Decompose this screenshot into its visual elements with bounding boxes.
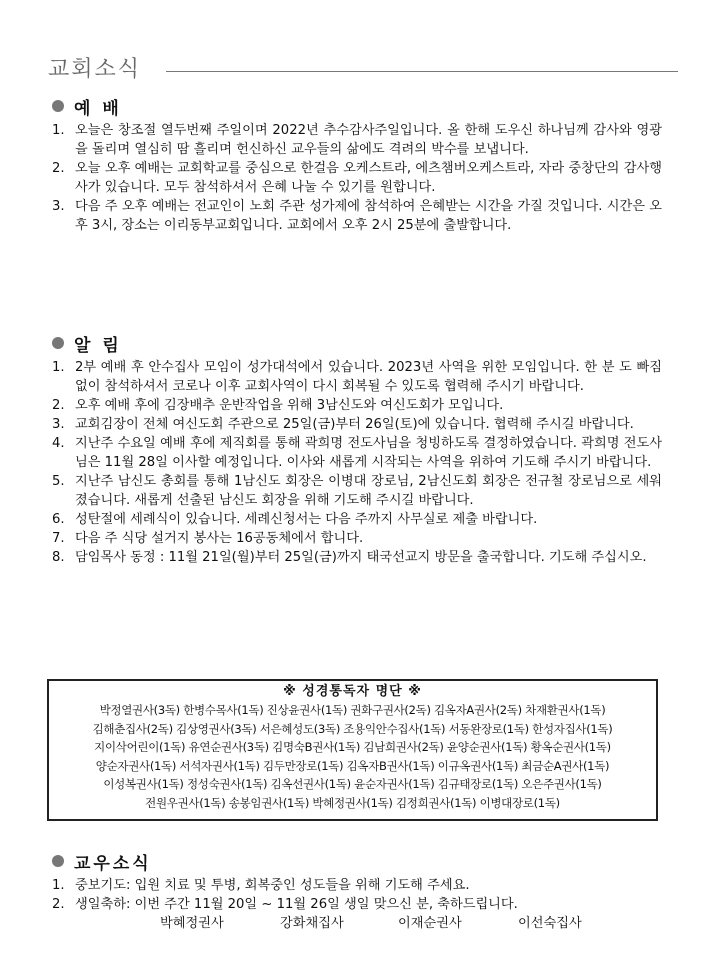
- notices-list: [52, 358, 662, 567]
- reader-line: 박정열권사(3독) 한병수목사(1독) 진상윤권사(1독) 권화구권사(2독) 김옥자A권사(2독) 차재환권사(1독): [99, 703, 606, 717]
- reader-line: 지이삭어린이(1독) 유연순권사(3독) 김명숙B권사(1독) 김남희권사(2독) 윤양순권사(1독) 황옥순권사(1독): [94, 740, 611, 755]
- list-item: [52, 121, 662, 159]
- item-text: 지난주 남신도 총회를 통해 1남신도 회장은 이병대 장로님, 2남신도회 회장은 전규철 장로님으로 세워졌습니다. 새롭게 선출된 남신도 회장을 위해 기도해 주시길 바랍니다.: [75, 474, 662, 508]
- item-number: 2.: [52, 897, 65, 912]
- item-number: 3.: [52, 417, 65, 432]
- bullet-icon: [52, 855, 64, 867]
- birthday-name: 이재순권사: [398, 916, 462, 931]
- notices-heading: [52, 332, 662, 354]
- list-item: [52, 895, 662, 914]
- item-text: 담임목사 동정 : 11월 21일(월)부터 25일(금)까지 태국선교지 방문을 출국합니다. 기도해 주십시오.: [75, 550, 647, 565]
- item-text: 다음 주 식당 설거지 봉사는 16공동체에서 합니다.: [75, 531, 364, 546]
- item-number: 2.: [52, 161, 65, 176]
- item-text: 오후 예배 후에 김장배추 운반작업을 위해 3남신도와 여신도회가 모입니다.: [75, 398, 504, 413]
- bullet-icon: [52, 337, 64, 349]
- list-item: [52, 358, 662, 396]
- item-number: 5.: [52, 474, 65, 489]
- list-item: [52, 876, 662, 895]
- birthday-name: 강화채집사: [280, 916, 344, 931]
- page-title: 교회소식: [48, 57, 142, 82]
- list-item: [52, 434, 662, 472]
- birthday-name: 박혜정권사: [160, 916, 224, 931]
- list-item: [52, 472, 662, 510]
- reader-line: 김해춘집사(2독) 김상영권사(3독) 서은혜성도(3독) 조용익안수집사(1독) 서동완장로(1독) 한성자집사(1독): [92, 721, 613, 736]
- item-text: 성탄절에 세례식이 있습니다. 세례신청서는 다음 주까지 사무실로 제출 바랍니다.: [75, 512, 538, 527]
- birthday-names: [160, 914, 662, 933]
- box-title: ※ 성경통독자 명단 ※: [283, 684, 422, 699]
- members-heading: [52, 850, 662, 872]
- list-item: [52, 548, 662, 567]
- item-text: 지난주 수요일 예배 후에 제직회를 통해 곽희명 전도사님을 청빙하도록 결정하였습니다. 곽희명 전도사님은 11월 28일 이사할 예정입니다. 이사와 새롭게 시작되는 사역을 위하여 기도해 주시기 바랍니다.: [75, 436, 662, 470]
- notices-heading-label: 알 림: [74, 335, 122, 356]
- item-number: 1.: [52, 360, 65, 375]
- item-number: 2.: [52, 398, 65, 413]
- item-text: 교회김장이 전체 여신도회 주관으로 25일(금)부터 26일(토)에 있습니다. 협력해 주시길 바랍니다.: [75, 417, 634, 432]
- item-text: 2부 예배 후 안수집사 모임이 성가대석에서 있습니다. 2023년 사역을 위한 모임입니다. 한 분 도 빠짐없이 참석하셔서 코로나 이후 교회사역이 다시 회복될 수 있도록 협력해 주시기 바랍니다.: [75, 360, 662, 394]
- list-item: [52, 159, 662, 197]
- notices-section: [52, 332, 662, 567]
- list-item: [52, 529, 662, 548]
- worship-heading-label: 예 배: [74, 98, 122, 119]
- item-text: 오늘 오후 예배는 교회학교를 중심으로 한걸음 오케스트라, 에츠챔버오케스트라, 자라 중창단의 감사행사가 있습니다. 모두 참석하셔서 은혜 나눌 수 있기를 원합니다.: [75, 161, 662, 195]
- list-item: [52, 415, 662, 434]
- item-number: 6.: [52, 512, 65, 527]
- members-list: [52, 876, 662, 914]
- item-number: 3.: [52, 199, 65, 214]
- worship-section: [52, 95, 662, 235]
- item-text: 중보기도: 입원 치료 및 투병, 회복중인 성도들을 위해 기도해 주세요.: [75, 878, 470, 893]
- item-text: 생일축하: 이번 주간 11월 20일 ~ 11월 26일 생일 맞으신 분, 축하드립니다.: [75, 897, 518, 912]
- list-item: [52, 396, 662, 415]
- item-number: 7.: [52, 531, 65, 546]
- list-item: [52, 510, 662, 529]
- item-text: 다음 주 오후 예배는 전교인이 노회 주관 성가제에 참석하여 은혜받는 시간을 가질 것입니다. 시간은 오후 3시, 장소는 이리동부교회입니다. 교회에서 오후 2시 25분에 출발합니다.: [75, 199, 662, 233]
- members-section: [52, 850, 662, 933]
- bullet-icon: [52, 100, 64, 112]
- title-divider: [166, 71, 678, 72]
- worship-list: [52, 121, 662, 235]
- item-number: 8.: [52, 550, 65, 565]
- bible-reading-box: [47, 679, 658, 821]
- item-number: 1.: [52, 123, 65, 138]
- item-number: 1.: [52, 878, 65, 893]
- reader-line: 양순자권사(1독) 서석자권사(1독) 김두만장로(1독) 김옥자B권사(1독) 이규옥권사(1독) 최금순A권사(1독): [95, 758, 610, 773]
- worship-heading: [52, 95, 662, 117]
- item-number: 4.: [52, 436, 65, 451]
- list-item: [52, 197, 662, 235]
- birthday-name: 이선숙집사: [518, 916, 582, 931]
- members-heading-label: 교우소식: [74, 853, 152, 874]
- reader-line: 전원우권사(1독) 송봉임권사(1독) 박혜정권사(1독) 김정희권사(1독) 이병대장로(1독): [145, 795, 560, 810]
- reader-line: 이성복권사(1독) 정성숙권사(1독) 김옥선권사(1독) 윤순자권사(1독) 김규태장로(1독) 오은주권사(1독): [103, 777, 602, 792]
- title-row: [48, 52, 678, 88]
- item-text: 오늘은 창조절 열두번째 주일이며 2022년 추수감사주일입니다. 올 한해 도우신 하나님께 감사와 영광을 돌리며 열심히 땀 흘리며 헌신하신 교우들의 삶에도 격려의 박수를 보냅니다.: [75, 123, 662, 157]
